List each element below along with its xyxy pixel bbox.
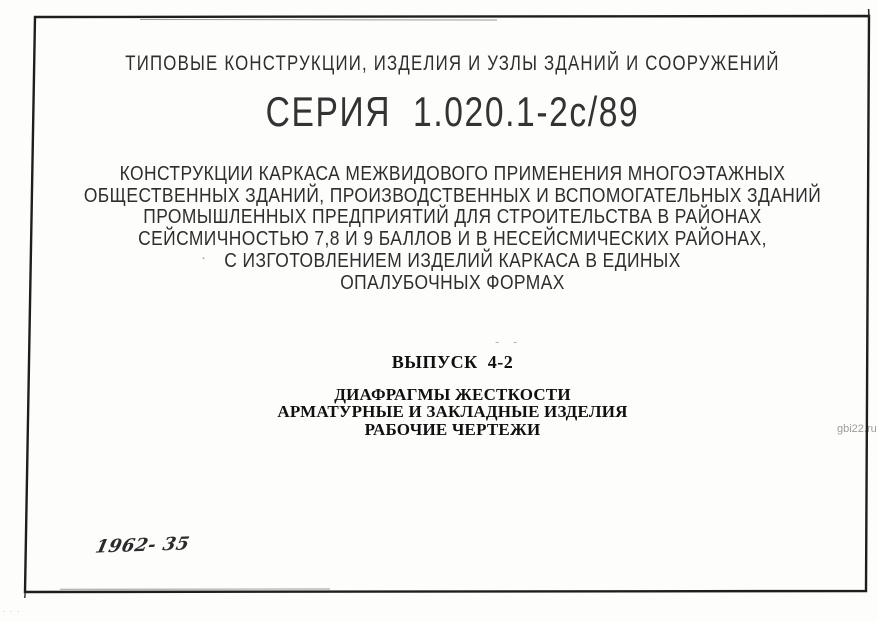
scan-artifact-smudge: ··· <box>2 606 24 617</box>
description-line: ПРОМЫШЛЕННЫХ ПРЕДПРИЯТИЙ ДЛЯ СТРОИТЕЛЬСТВА В РАЙОНАХ <box>143 206 762 229</box>
issue-subtitle-block <box>28 386 877 438</box>
description-line: ОПАЛУБОЧНЫХ ФОРМАХ <box>340 271 565 294</box>
issue-number-label: ВЫПУСК 4-2 <box>391 352 514 372</box>
subtitle-line: ДИАФРАГМЫ ЖЕСТКОСТИ <box>334 385 571 404</box>
subtitle-line: АРМАТУРНЫЕ И ЗАКЛАДНЫЕ ИЗДЕЛИЯ <box>277 402 628 422</box>
description-line: СЕЙСМИЧНОСТЬЮ 7,8 И 9 БАЛЛОВ И В НЕСЕЙСМИЧЕСКИХ РАЙОНАХ, <box>138 228 767 251</box>
scan-artifact-dot: · <box>201 249 206 266</box>
description-paragraph <box>28 164 877 294</box>
title-page-content <box>28 0 877 622</box>
scan-artifact-dashes: - - <box>495 334 523 349</box>
series-title: СЕРИЯ 1.020.1-2с/89 <box>265 88 640 135</box>
description-line: ОБЩЕСТВЕННЫХ ЗДАНИЙ, ПРОИЗВОДСТВЕННЫХ И ВСПОМОГАТЕЛЬНЫХ ЗДАНИЙ <box>83 184 822 207</box>
handwritten-inventory-number: 1962- 35 <box>93 533 192 558</box>
document-category-header: ТИПОВЫЕ КОНСТРУКЦИИ, ИЗДЕЛИЯ И УЗЛЫ ЗДАНИЙ И СООРУЖЕНИЙ <box>125 52 780 75</box>
description-line: С ИЗГОТОВЛЕНИЕМ ИЗДЕЛИЙ КАРКАСА В ЕДИНЫХ <box>224 249 681 272</box>
watermark-text: gbi22.ru <box>837 423 877 435</box>
description-line: КОНСТРУКЦИИ КАРКАСА МЕЖВИДОВОГО ПРИМЕНЕНИЯ МНОГОЭТАЖНЫХ <box>119 163 786 185</box>
subtitle-line: РАБОЧИЕ ЧЕРТЕЖИ <box>364 419 541 439</box>
